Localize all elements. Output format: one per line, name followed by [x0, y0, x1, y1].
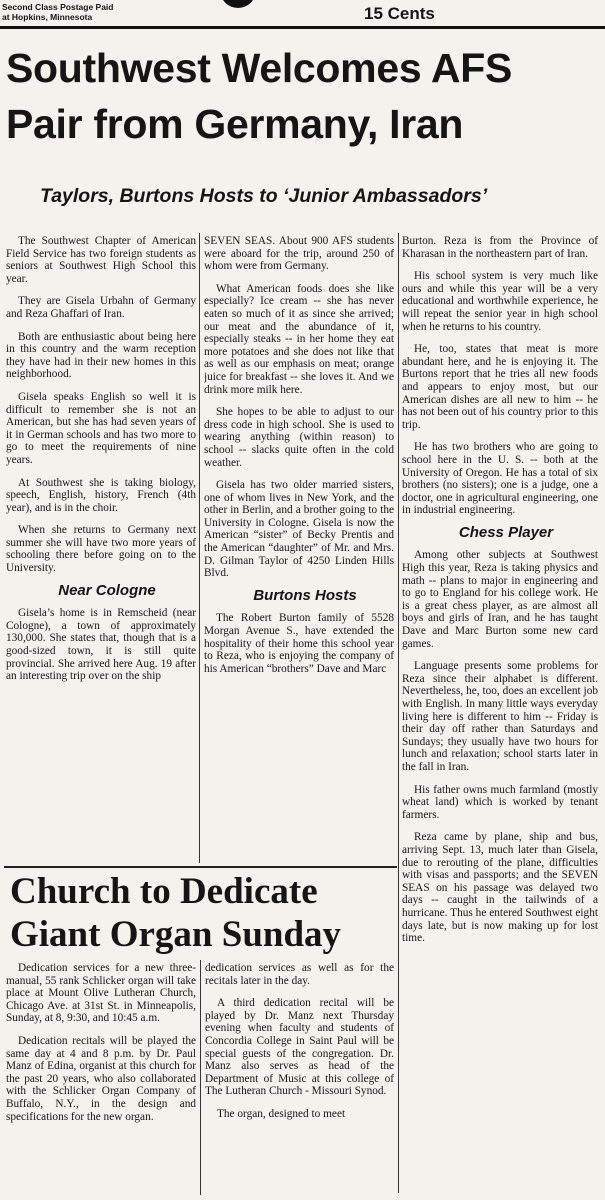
paragraph: Both are enthusiastic about being here in this country and the warm reception they have had in their new homes in this neighborhood.: [6, 330, 196, 381]
section-heading-near-cologne: Near Cologne: [58, 581, 156, 599]
paragraph: SEVEN SEAS. About 900 AFS students were aboard for the trip, around 250 of whom were from Germany.: [204, 235, 394, 273]
paragraph: He, too, states that meat is more abundant here, and he is enjoying it. The Burtons report that he tries all new foods and appears to enjoy most, but our American dishes are all new to him -- he has not been out of his country prior to this trip.: [402, 343, 598, 431]
main-headline: Southwest Welcomes AFS Pair from Germany, Iran: [6, 45, 513, 147]
column-divider: [398, 233, 399, 1193]
paragraph: The Southwest Chapter of American Field Service has two foreign students as seniors at Southwest High School this year.: [6, 235, 196, 285]
article-column-2: [204, 235, 394, 863]
sub-headline: Taylors, Burtons Hosts to ‘Junior Ambassadors’: [40, 185, 488, 207]
paragraph: Among other subjects at Southwest High this year, Reza is taking physics and math -- plans to major in engineering and to go to England for his college work. He is a great chess player, as are almost all boys and girls of Iran, and he has taught Dave and Marc Burton some new card games.: [402, 549, 598, 650]
masthead-logo-fragment: [220, 0, 256, 8]
paragraph: Reza came by plane, ship and bus, arriving Sept. 13, much later than Gisela, due to rerouting of the plane, difficulties with visas and passports; and the SEVEN SEAS on his passage was delayed two days -- caught in the tailwinds of a hurricane. Thus he entered Southwest eight days late, but is now making up for lost time.: [402, 831, 598, 945]
paragraph: The organ, designed to meet: [217, 1107, 346, 1120]
article-column-3: [402, 235, 598, 1193]
article-column-1: [6, 235, 196, 863]
section-heading-burtons-hosts: Burtons Hosts: [253, 586, 357, 604]
paragraph: He has two brothers who are going to school here in the U. S. -- both at the University of Oregon. He has a total of six brothers (no sisters); one is a judge, one a doctor, one in agricultural engineering, one in industrial engineering.: [402, 441, 598, 517]
paragraph: Dedication services for a new three-manual, 55 rank Schlicker organ will take place at Mount Olive Lutheran Church, Chicago Ave. at 31st St. in Minneapolis, Sunday, at 8, 9:30, and 10:45 a.m.: [6, 962, 196, 1025]
paragraph: At Southwest she is taking biology, speech, English, history, French (4th year), and is in the choir.: [6, 476, 196, 514]
paragraph: A third dedication recital will be played by Dr. Manz next Thursday evening when faculty and students of Concordia College in Saint Paul will be special guests of the congregation. Dr. Manz also serves as head of the Department of Music at this college of The Lutheran Church - Missouri Synod.: [205, 997, 394, 1098]
second-headline: Church to Dedicate Giant Organ Sunday: [10, 871, 342, 955]
paragraph: Burton. Reza is from the Province of Kharasan in the northeastern part of Iran.: [402, 235, 598, 260]
masthead: [0, 0, 605, 38]
organ-article-column-1: [6, 962, 196, 1194]
paragraph: Dedication recitals will be played the same day at 4 and 8 p.m. by Dr. Paul Manz of Edina, organist at this church for the past 20 years, who also collaborated with the Schlicker Organ Company of Buffalo, N.Y., in the design and specifications for the new organ.: [6, 1034, 196, 1123]
postage-notice: Second Class Postage Paid at Hopkins, Minnesota: [2, 2, 114, 22]
paragraph: Gisela’s home is in Remscheid (near Cologne), a town of approximately 130,000. She states that, though that is a good-sized town, it is still quite provincial. She arrived here Aug. 19 after an interesting trip over on the ship: [6, 607, 196, 683]
paragraph: Gisela has two older married sisters, one of whom lives in New York, and the other in Berlin, and a brother going to the University in Cologne. Gisela is now the American “sister” of Becky Prentis and the American “daughter” of Mr. and Mrs. D. Gilman Taylor of 4250 Linden Hills Blvd.: [204, 479, 394, 580]
column-divider: [199, 233, 200, 863]
paragraph: His father owns much farmland (mostly wheat land) which is worked by tenant farmers.: [402, 783, 598, 821]
paragraph: The Robert Burton family of 5528 Morgan Avenue S., have extended the hospitality of their home this school year to Reza, who is enjoying the company of his American “brothers” Dave and Marc: [204, 612, 394, 675]
paragraph: Language presents some problems for Reza since their alphabet is different. Nevertheless, he, too, does an excellent job with English. In many little ways everyday living here is different to him -- Friday is their day off rather than Saturdays and Sundays; they usually have two hours for lunch and relaxation; school starts later in the fall in Iran.: [402, 660, 598, 773]
section-heading-chess-player: Chess Player: [458, 523, 554, 541]
paragraph: Gisela speaks English so well it is difficult to remember she is not an American, but she has had seven years of it in German schools and has two more to go to meet the requirements of nine years.: [6, 390, 196, 466]
paragraph: She hopes to be able to adjust to our dress code in high school. She is used to wearing anything (within reason) to school -- slacks quite often in the cold weather.: [204, 406, 394, 469]
paragraph: What American foods does she like especially? Ice cream -- she has never eaten so much of it as since she arrived; our meat and the abundance of it, especially steaks -- in her home they eat more potatoes and she does not like that as well as our emphasis on meat; orange juice for breakfast -- she loves it. And we drink more milk here.: [204, 282, 394, 396]
price-label: 15 Cents: [364, 4, 435, 23]
paragraph: They are Gisela Urbahn of Germany and Reza Ghaffari of Iran.: [6, 295, 196, 320]
paragraph: dedication services as well as for the recitals later in the day.: [205, 962, 394, 987]
masthead-rule: [0, 26, 605, 29]
organ-article-column-2: [205, 962, 394, 1194]
paragraph: When she returns to Germany next summer she will have two more years of schooling there before going on to the University.: [6, 524, 196, 575]
paragraph: His school system is very much like ours and while this year will be a very educational and worthwhile experience, he will repeat the senior year in high school when he returns to his country.: [402, 270, 598, 333]
story-separator: [4, 866, 397, 868]
column-divider: [200, 960, 201, 1195]
